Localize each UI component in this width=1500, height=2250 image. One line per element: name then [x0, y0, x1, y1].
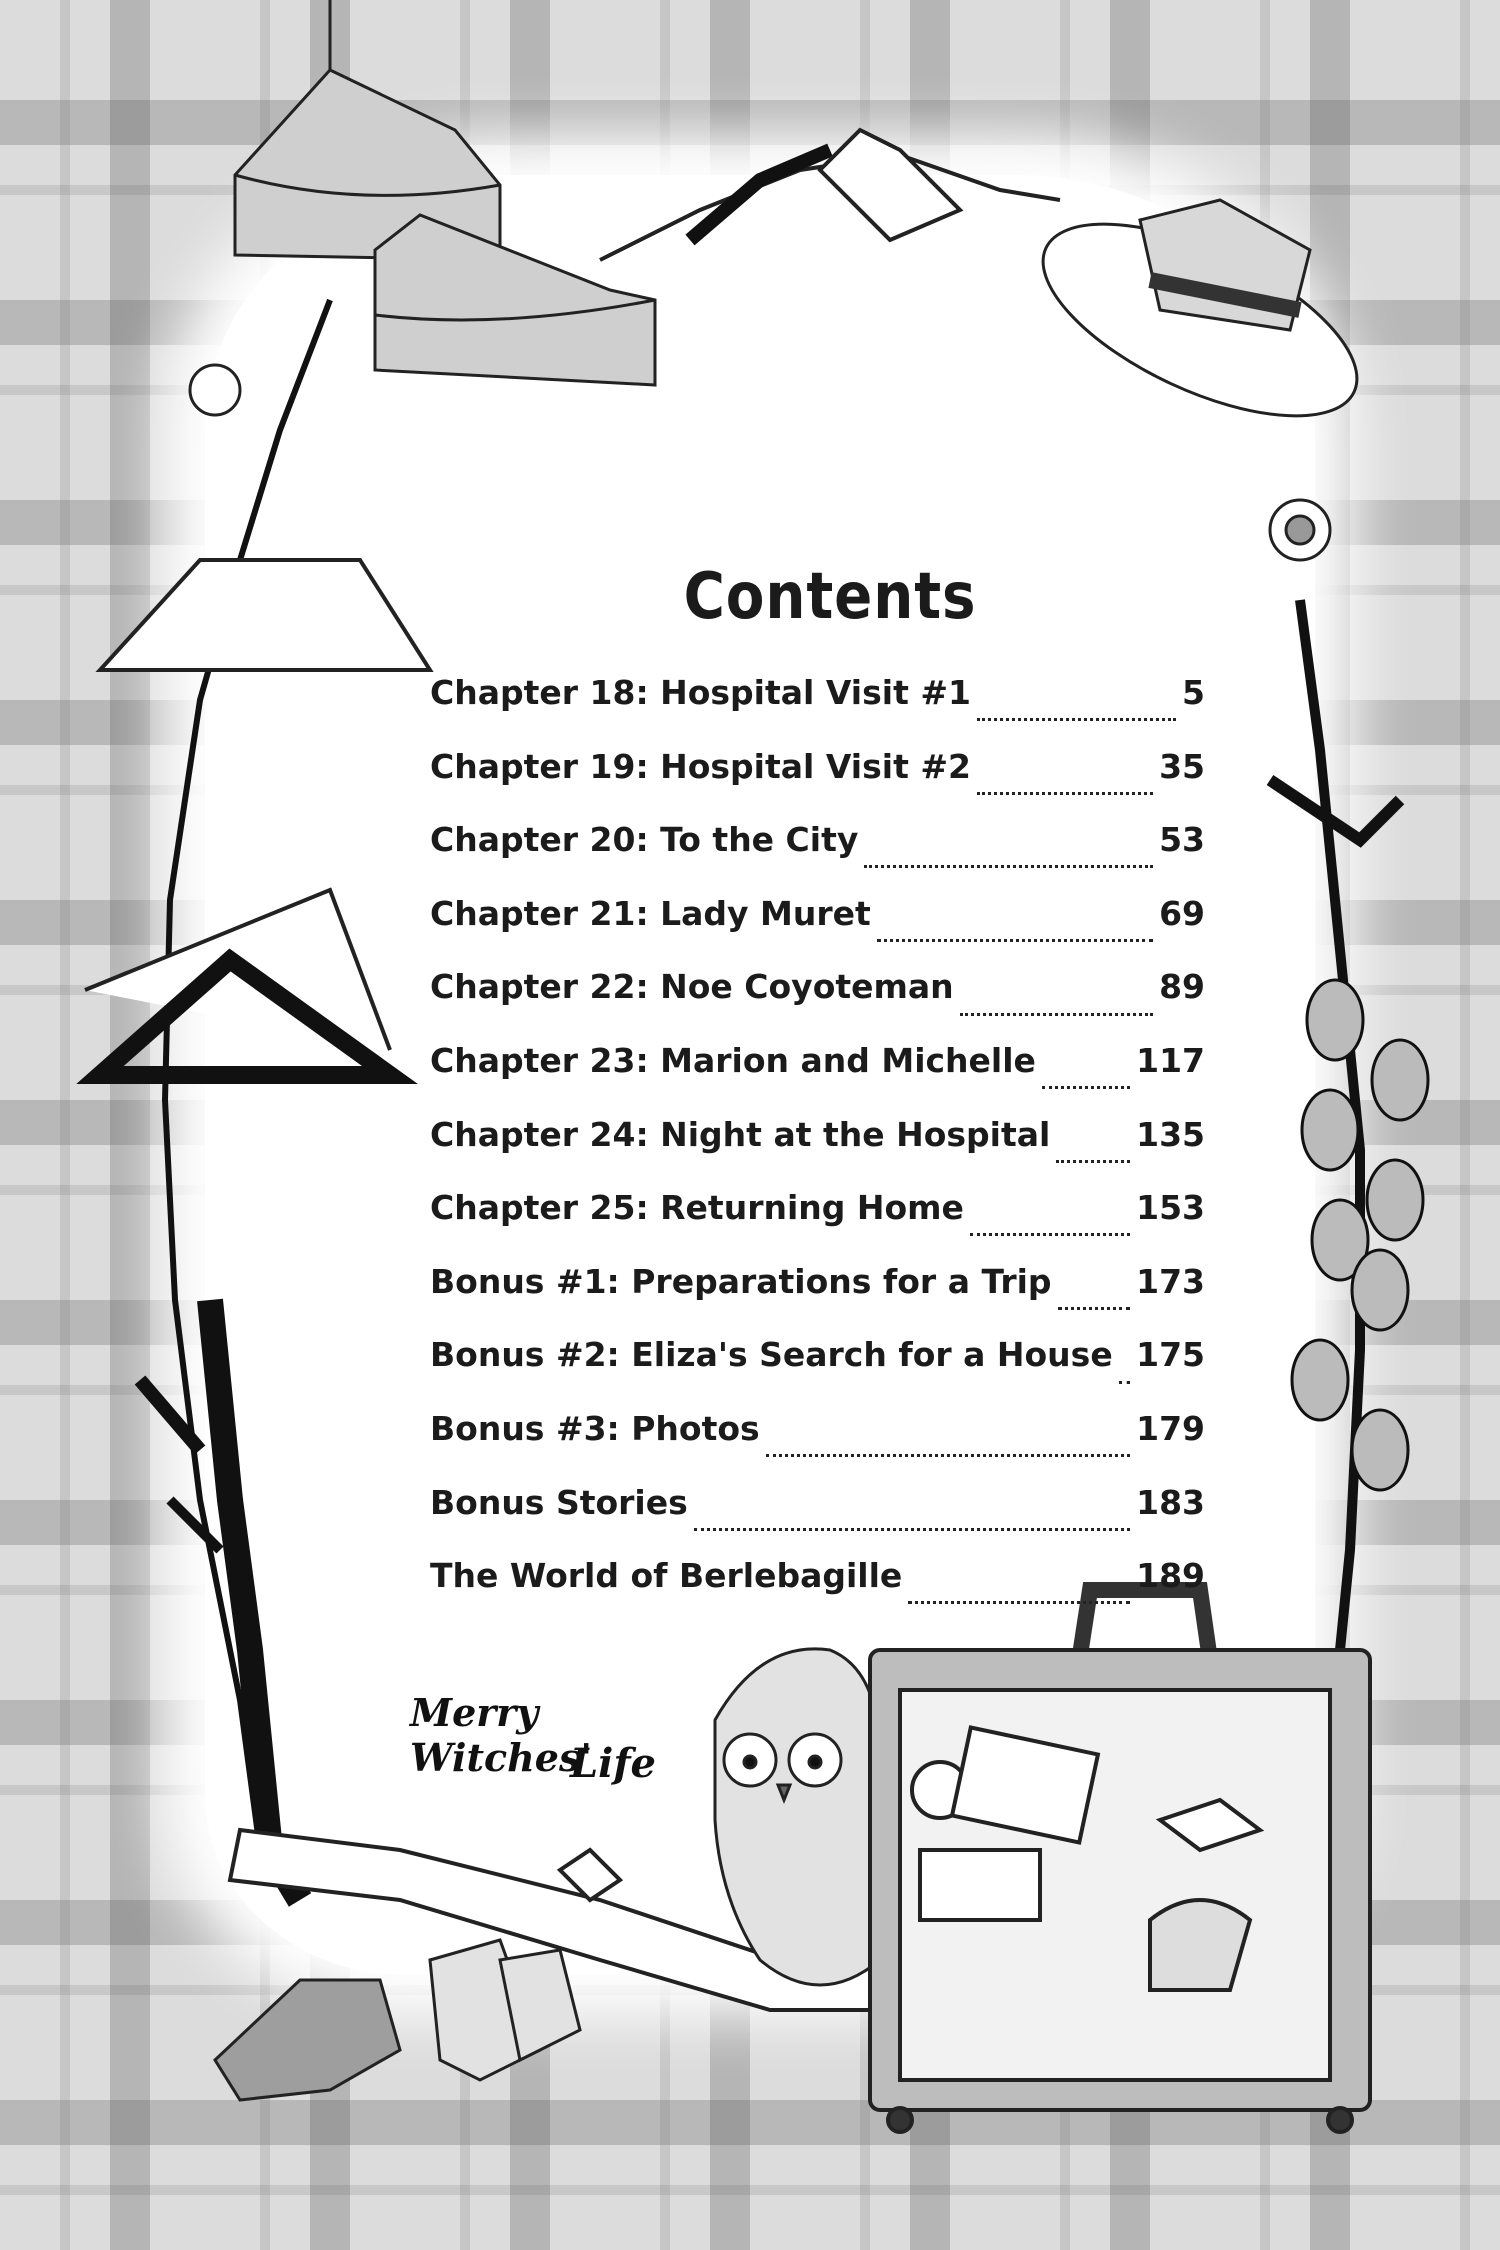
toc-entry-page: 189 [1136, 1556, 1205, 1596]
dot-leader [1058, 1307, 1131, 1310]
toc-entry[interactable] [430, 1409, 1205, 1483]
toc-entry[interactable] [430, 1556, 1205, 1630]
dot-leader [960, 1013, 1153, 1016]
lampshade-icon [235, 0, 655, 385]
toc-entry[interactable] [430, 1041, 1205, 1115]
suitcase-icon [870, 1590, 1370, 2132]
toc-entry-page: 53 [1159, 820, 1205, 860]
toc-entry-label: Chapter 22: Noe Coyoteman [430, 967, 954, 1007]
logo-line-1: Merry Witches' [410, 1690, 592, 1780]
logo-line-2: Life [570, 1740, 656, 1787]
dot-leader [864, 865, 1153, 868]
lollipop-icon [190, 365, 1330, 560]
toc-entry-page: 175 [1136, 1335, 1205, 1375]
toc-entry[interactable] [430, 1262, 1205, 1336]
toc-entry-page: 89 [1159, 967, 1205, 1007]
dot-leader [970, 1233, 1130, 1236]
toc-entry-page: 173 [1136, 1261, 1205, 1301]
toc-entry-label: Bonus #2: Eliza's Search for a House [430, 1335, 1113, 1375]
dot-leader [977, 718, 1176, 721]
dot-leader [908, 1601, 1130, 1604]
toc-entry[interactable] [430, 1115, 1205, 1189]
leaf-vine-icon [1270, 600, 1428, 1650]
toc-entry-label: Chapter 23: Marion and Michelle [430, 1040, 1036, 1080]
toc-entry-page: 135 [1136, 1114, 1205, 1154]
dot-leader [1056, 1160, 1130, 1163]
toc-entry-label: Chapter 20: To the City [430, 820, 859, 860]
shoe-icon [215, 1940, 580, 2100]
dot-leader [1042, 1086, 1130, 1089]
dot-leader [766, 1454, 1130, 1457]
toc-entry[interactable] [430, 1335, 1205, 1409]
toc-entry-label: The World of Berlebagille [430, 1556, 903, 1596]
toc-entry[interactable] [430, 673, 1205, 747]
toc-entry-label: Bonus #1: Preparations for a Trip [430, 1261, 1052, 1301]
toc-entry-label: Chapter 21: Lady Muret [430, 893, 871, 933]
hanger-icon [85, 560, 430, 1075]
toc-entry-label: Chapter 25: Returning Home [430, 1188, 964, 1228]
toc-entry-page: 35 [1159, 746, 1205, 786]
toc-entry-label: Chapter 18: Hospital Visit #1 [430, 673, 971, 712]
toc-entry[interactable] [430, 1188, 1205, 1262]
owl-icon [715, 1649, 880, 1985]
toc-entry-page: 153 [1136, 1188, 1205, 1228]
toc-entry[interactable] [430, 1483, 1205, 1557]
table-of-contents [430, 673, 1205, 1630]
toc-entry-page: 183 [1136, 1482, 1205, 1522]
toc-entry[interactable] [430, 820, 1205, 894]
toc-entry[interactable] [430, 894, 1205, 968]
dot-leader [977, 792, 1153, 795]
toc-entry-label: Bonus #3: Photos [430, 1408, 760, 1448]
toc-entry[interactable] [430, 747, 1205, 821]
branch-icon [600, 130, 1060, 260]
dot-leader [877, 939, 1153, 942]
dot-leader [1119, 1381, 1130, 1384]
page-title: Contents [683, 560, 977, 634]
branch-icon [140, 300, 330, 1900]
dot-leader [694, 1528, 1130, 1531]
toc-entry-page: 5 [1182, 673, 1205, 712]
toc-entry-page: 69 [1159, 893, 1205, 933]
toc-entry[interactable] [430, 967, 1205, 1041]
hat-icon [1016, 185, 1383, 456]
toc-entry-page: 179 [1136, 1408, 1205, 1448]
toc-entry-label: Chapter 19: Hospital Visit #2 [430, 746, 971, 786]
toc-entry-label: Bonus Stories [430, 1482, 688, 1522]
series-logo [410, 1690, 690, 1810]
toc-entry-page: 117 [1136, 1040, 1205, 1080]
toc-entry-label: Chapter 24: Night at the Hospital [430, 1114, 1051, 1154]
